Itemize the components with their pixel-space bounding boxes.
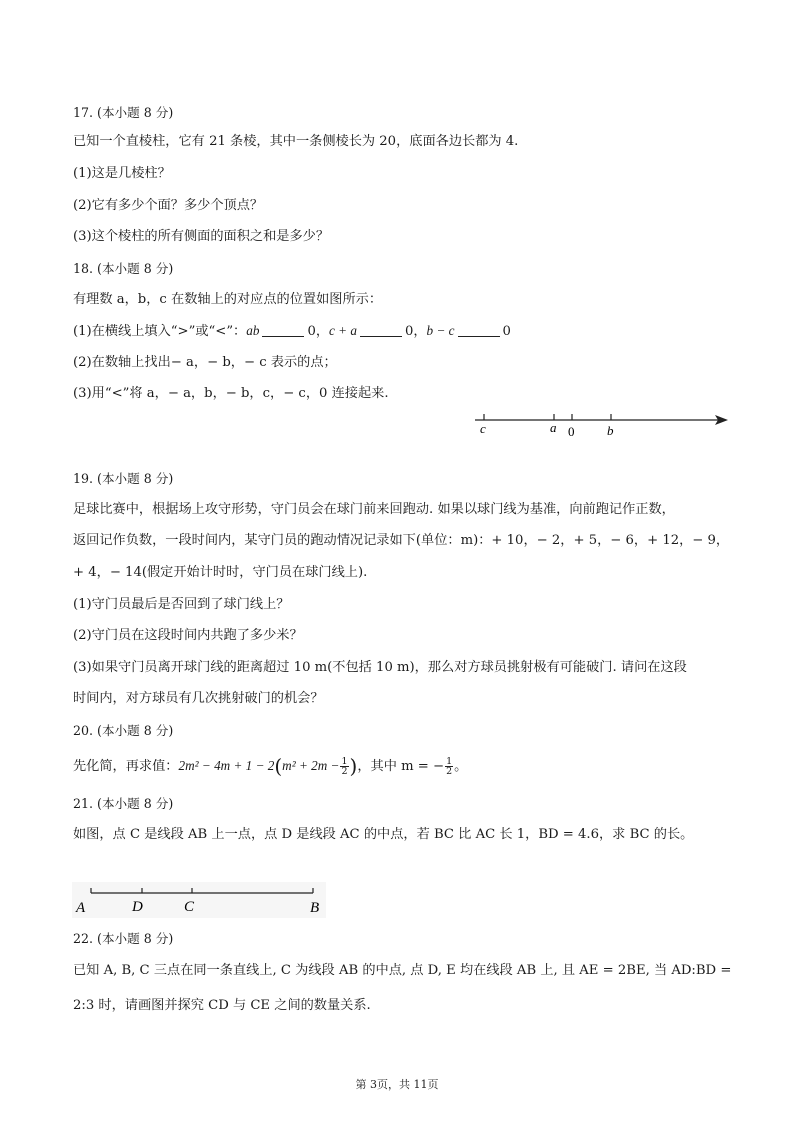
zero-3: 0 xyxy=(502,324,511,339)
q21-header: 21. (本小题 8 分) xyxy=(73,796,174,811)
q18-header: 18. (本小题 8 分) xyxy=(73,261,174,276)
q22-stem-line1: 已知 A, B, C 三点在同一条直线上, C 为线段 AB 的中点, 点 D, E 均在线段 AB 上, 且 AE = 2BE, 当 AD:BD = xyxy=(73,963,732,978)
segment-figure xyxy=(72,882,326,918)
q17-header: 17. (本小题 8 分) xyxy=(73,105,174,120)
q22-stem-line2: 2:3 时，请画图并探究 CD 与 CE 之间的数量关系. xyxy=(73,998,371,1013)
q18-expr-ab: ab xyxy=(246,323,260,338)
segment-label-D: D xyxy=(132,899,143,915)
number-line-figure xyxy=(470,405,735,440)
segment-label-B: B xyxy=(310,900,320,916)
zero-1: 0 xyxy=(307,324,316,339)
numberline-label-c: c xyxy=(480,421,486,436)
q19-part2: (2)守门员在这段时间内共跑了多少米？ xyxy=(73,628,303,643)
q20-fraction-value: $\frac{1}{2}$ xyxy=(446,756,453,777)
numberline-label-a: a xyxy=(550,420,557,435)
q18-part1-prefix: (1)在横线上填入“>”或“<”： xyxy=(73,324,247,339)
q18-part1: (1)在横线上填入“>”或“<”：ab 0，c + a 0，b − c 0 xyxy=(73,323,511,339)
q20-condition: ，其中 m = − xyxy=(357,759,445,774)
page-footer: 第 3页，共 11页 xyxy=(355,1078,439,1091)
q21-stem: 如图，点 C 是线段 AB 上一点，点 D 是线段 AC 的中点，若 BC 比 AC 长 1，BD = 4.6，求 BC 的长。 xyxy=(73,827,694,842)
q19-header: 19. (本小题 8 分) xyxy=(73,471,174,486)
q20-prefix: 先化简，再求值： xyxy=(73,759,179,774)
numberline-label-b: b xyxy=(607,423,614,438)
zero-2: 0 xyxy=(404,324,414,339)
q22-header: 22. (本小题 8 分) xyxy=(73,931,174,946)
q17-part2: (2)它有多少个面？多少个顶点？ xyxy=(73,198,264,213)
q18-expr-b-minus-c: b − c xyxy=(426,323,455,338)
q20-fraction: $\frac{1}{2}$ xyxy=(341,756,348,777)
numberline-label-0: 0 xyxy=(568,424,575,439)
q18-part3: (3)用“<”将 a，− a，b，− b，c，− c，0 连接起来. xyxy=(73,386,389,401)
q18-stem: 有理数 a，b，c 在数轴上的对应点的位置如图所示： xyxy=(73,292,383,307)
q20-header: 20. (本小题 8 分) xyxy=(73,723,174,738)
q19-stem-line1: 足球比赛中，根据场上攻守形势，守门员会在球门前来回跑动. 如果以球门线为基准，向前跑记作正数， xyxy=(73,502,675,517)
q17-part3: (3)这个棱柱的所有侧面的面积之和是多少？ xyxy=(73,229,330,244)
q20-expr-part-a: 2m² − 4m + 1 − 2 xyxy=(178,758,275,773)
q20-expression: 先化简，再求值：2m² − 4m + 1 − 2(m² + 2m − $\frac{1}{2}$ )，其中 m = − $\frac{1}{2}$ 。 xyxy=(73,754,468,778)
q17-stem: 已知一个直棱柱，它有 21 条棱，其中一条侧棱长为 20，底面各边长都为 4. xyxy=(73,134,519,149)
q18-expr-c-plus-a: c + a xyxy=(329,323,357,338)
q20-expr-part-b: m² + 2m − xyxy=(282,758,340,773)
q17-part1: (1)这是几棱柱？ xyxy=(73,166,171,181)
answer-blank-3[interactable] xyxy=(458,324,500,337)
segment-label-C: C xyxy=(184,899,195,915)
q19-part3-line2: 时间内，对方球员有几次挑射破门的机会？ xyxy=(73,691,324,706)
q19-stem-line2: 返回记作负数，一段时间内，某守门员的跑动情况记录如下(单位：m)：+ 10，− 2，+ 5，− 6，+ 12，− 9， xyxy=(73,533,730,548)
answer-blank-2[interactable] xyxy=(360,324,402,337)
segment-label-A: A xyxy=(76,900,86,916)
q19-stem-line3: + 4，− 14(假定开始计时时，守门员在球门线上). xyxy=(73,565,368,580)
q19-part1: (1)守门员最后是否回到了球门线上？ xyxy=(73,597,290,612)
q19-part3-line1: (3)如果守门员离开球门线的距离超过 10 m(不包括 10 m)，那么对方球员挑射极有可能破门. 请问在这段 xyxy=(73,660,687,675)
answer-blank-1[interactable] xyxy=(262,324,304,337)
q18-part2: (2)在数轴上找出− a，− b，− c 表示的点； xyxy=(73,355,337,370)
